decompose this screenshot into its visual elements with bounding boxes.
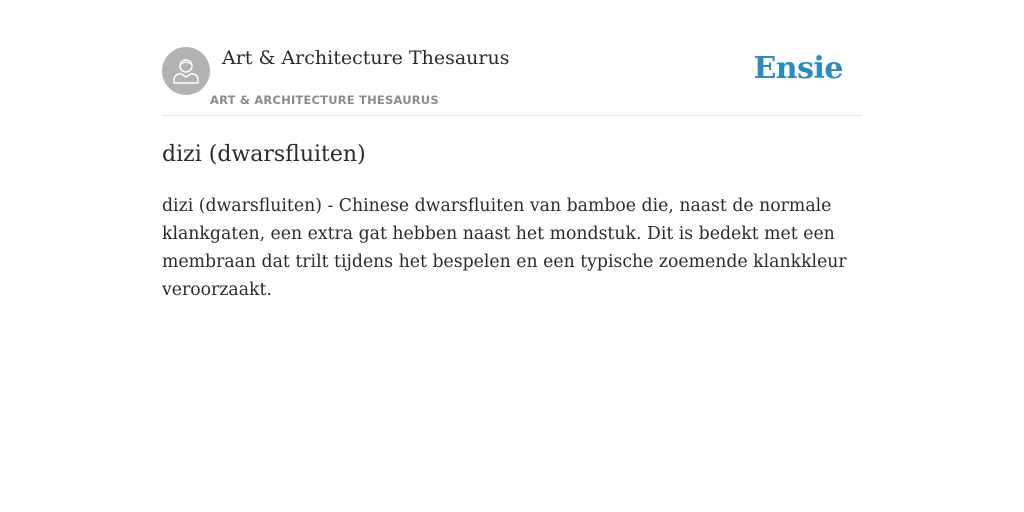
article-title: dizi (dwarsfluiten) (162, 142, 366, 167)
article-header (162, 46, 862, 116)
article-body: dizi (dwarsfluiten) - Chinese dwarsfluiten van bamboe die, naast de normale klankgaten, een extra gat hebben naast het mondstuk. Dit is bedekt met een membraan dat trilt tijdens het bespelen en een typische zoemende klankkleur veroorzaakt. (162, 196, 847, 300)
ensie-logo-link[interactable]: Ensie (753, 51, 843, 86)
author-subtitle[interactable]: ART & ARCHITECTURE THESAURUS (210, 93, 439, 107)
user-icon (171, 56, 201, 86)
avatar[interactable] (162, 47, 210, 95)
author-name[interactable]: Art & Architecture Thesaurus (222, 47, 510, 69)
content-container (162, 46, 862, 304)
